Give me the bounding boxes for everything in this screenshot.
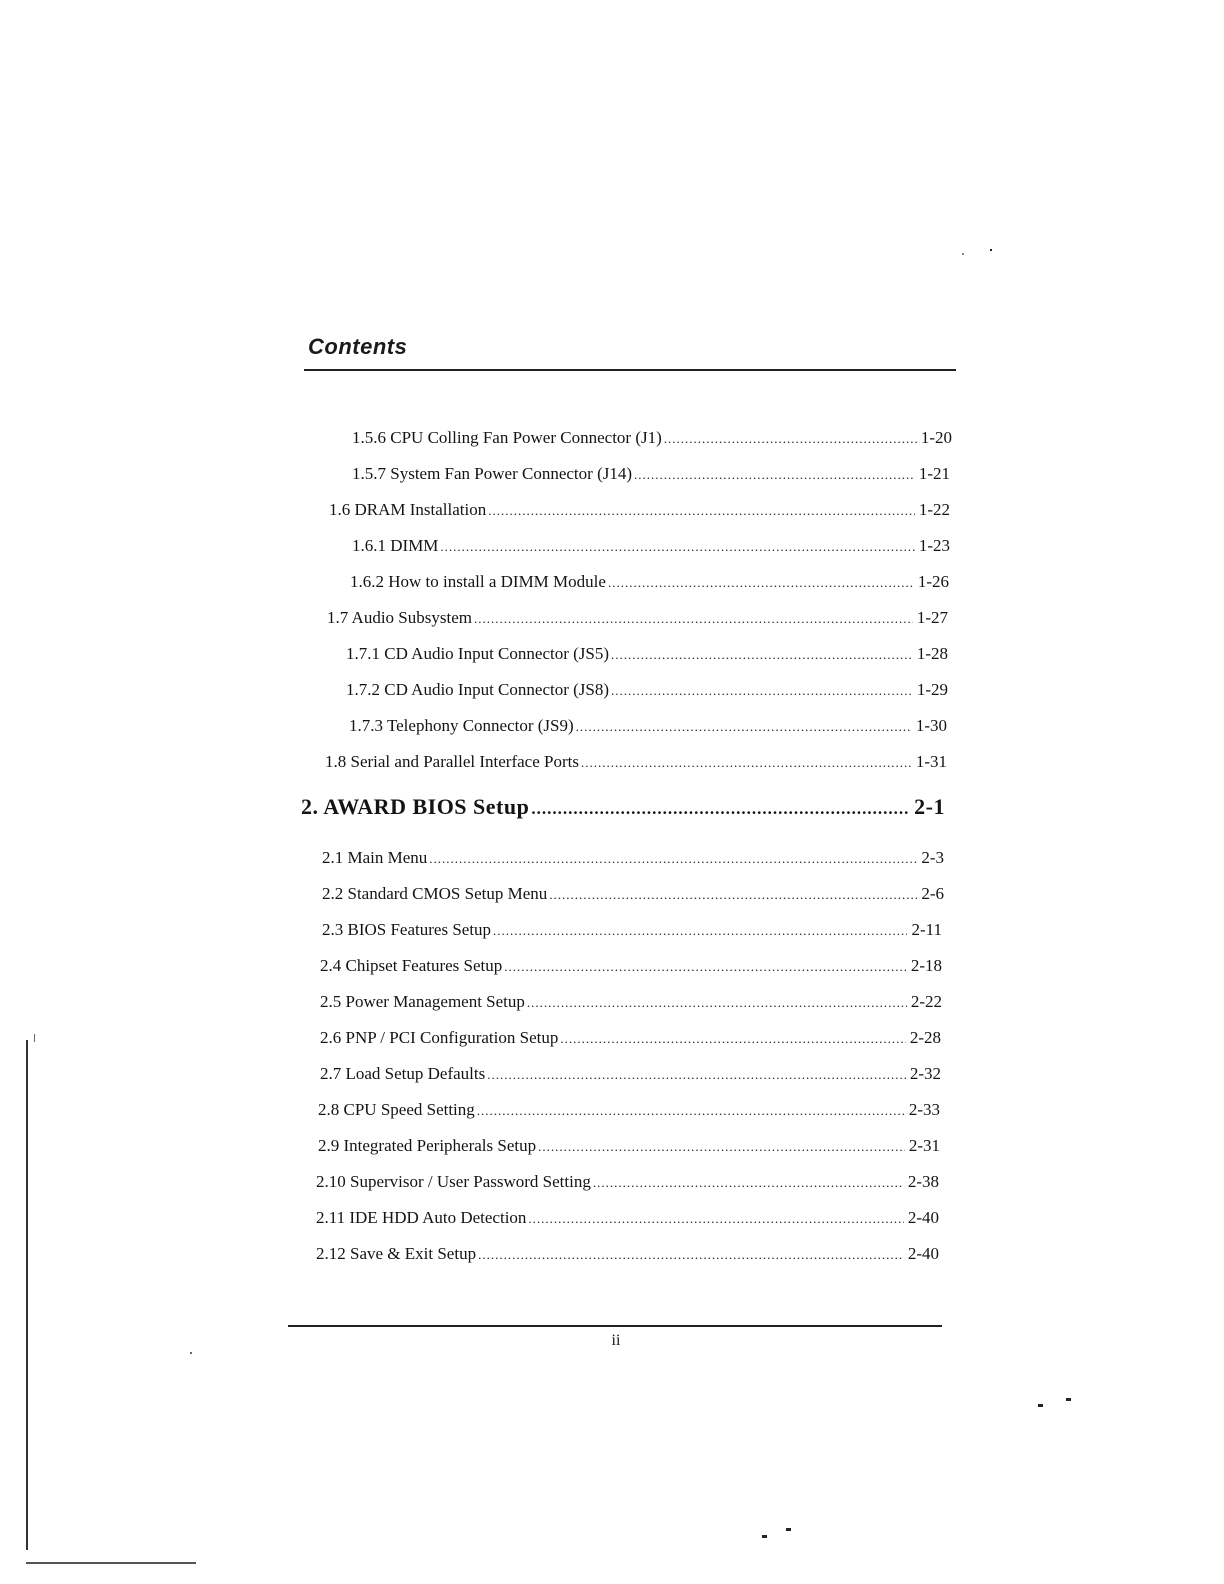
- toc-leader: [576, 719, 912, 735]
- toc-entry-2-8: [318, 1100, 940, 1120]
- toc-page: 2-22: [910, 992, 942, 1011]
- toc-entry-2-4: [320, 956, 942, 976]
- toc-leader: [488, 503, 915, 519]
- toc-entry-2-9: [318, 1136, 940, 1156]
- toc-leader: [487, 1067, 906, 1083]
- toc-entry-1-7-3: [349, 716, 947, 736]
- toc-entry-1-6-1: [352, 536, 950, 556]
- toc-label: 2.6 PNP / PCI Configuration Setup: [320, 1028, 559, 1047]
- scan-speck: [1066, 1398, 1071, 1401]
- toc-label: 2.10 Supervisor / User Password Setting: [316, 1172, 591, 1191]
- toc-page: 2-6: [921, 884, 944, 903]
- toc-leader: [664, 431, 917, 447]
- scan-speck: [34, 1034, 35, 1042]
- footer-page-number: ii: [611, 1332, 621, 1349]
- toc-label: 1.5.7 System Fan Power Connector (J14): [352, 464, 633, 483]
- toc-entry-1-5-6: [352, 428, 952, 448]
- toc-leader: [538, 1139, 905, 1155]
- toc-leader: [593, 1175, 904, 1191]
- toc-page: 1-31: [915, 752, 947, 771]
- toc-entry-2-10: [316, 1172, 939, 1192]
- toc-leader: [608, 575, 914, 591]
- header-rule: [304, 369, 956, 371]
- toc-page: 1-22: [918, 500, 950, 519]
- toc-label: 1.7.1 CD Audio Input Connector (JS5): [346, 644, 610, 663]
- toc-entry-2-3: [322, 920, 942, 940]
- toc-page: 2-3: [921, 848, 944, 867]
- toc-label: 2. AWARD BIOS Setup: [301, 794, 530, 819]
- scan-speck: [762, 1535, 767, 1538]
- toc-page: 2-1: [914, 794, 945, 819]
- toc-entry-2-7: [320, 1064, 941, 1084]
- toc-page: 2-18: [910, 956, 942, 975]
- toc-label: 2.2 Standard CMOS Setup Menu: [322, 884, 548, 903]
- toc-page: 1-30: [915, 716, 947, 735]
- toc-page: 1-20: [920, 428, 952, 447]
- toc-entry-1-6: [329, 500, 950, 520]
- toc-leader: [611, 683, 913, 699]
- toc-label: 2.8 CPU Speed Setting: [318, 1100, 475, 1119]
- toc-page: 2-40: [907, 1208, 939, 1227]
- toc-leader: [477, 1103, 905, 1119]
- toc-page: 2-38: [907, 1172, 939, 1191]
- toc-leader: [429, 851, 917, 867]
- scan-speck: [786, 1528, 791, 1531]
- toc-page: 2-31: [908, 1136, 940, 1155]
- toc-label: 2.9 Integrated Peripherals Setup: [318, 1136, 537, 1155]
- toc-page: 2-11: [911, 920, 942, 939]
- toc-page: 1-21: [918, 464, 950, 483]
- scan-speck: [990, 249, 992, 251]
- toc-entry-2-11: [316, 1208, 939, 1228]
- toc-label: 2.5 Power Management Setup: [320, 992, 525, 1011]
- scan-speck: [962, 253, 964, 255]
- toc-leader: [549, 887, 917, 903]
- toc-page: 2-40: [907, 1244, 939, 1263]
- toc-label: 2.7 Load Setup Defaults: [320, 1064, 486, 1083]
- toc-leader: [634, 467, 915, 483]
- toc-leader: [504, 959, 907, 975]
- scan-speck: [1038, 1404, 1043, 1407]
- toc-label: 2.12 Save & Exit Setup: [316, 1244, 477, 1263]
- toc-label: 1.7.3 Telephony Connector (JS9): [349, 716, 574, 735]
- toc-entry-2-5: [320, 992, 942, 1012]
- toc-page: 1-26: [917, 572, 949, 591]
- toc-label: 2.1 Main Menu: [322, 848, 428, 867]
- footer-rule: [288, 1325, 942, 1327]
- toc-label: 2.11 IDE HDD Auto Detection: [316, 1208, 527, 1227]
- toc-entry-2-1: [322, 848, 944, 868]
- toc-entry-2-2: [322, 884, 944, 904]
- toc-entry-1-5-7: [352, 464, 950, 484]
- page-header-title: Contents: [308, 334, 408, 359]
- toc-leader: [474, 611, 913, 627]
- toc-entry-1-7: [327, 608, 948, 628]
- toc-entry-2-6: [320, 1028, 941, 1048]
- toc-page: 1-29: [916, 680, 948, 699]
- toc-leader: [440, 539, 914, 555]
- toc-label: 1.7.2 CD Audio Input Connector (JS8): [346, 680, 610, 699]
- toc-label: 2.3 BIOS Features Setup: [322, 920, 492, 939]
- toc-label: 1.6.1 DIMM: [352, 536, 439, 555]
- toc-entry-1-7-1: [346, 644, 948, 664]
- toc-page: 1-27: [916, 608, 948, 627]
- toc-entry-2-12: [316, 1244, 939, 1264]
- toc-label: 1.5.6 CPU Colling Fan Power Connector (J1): [352, 428, 662, 447]
- toc-page: 1-28: [916, 644, 948, 663]
- toc-leader: [493, 923, 907, 939]
- toc-leader: [531, 799, 910, 819]
- toc-entry-1-6-2: [350, 572, 949, 592]
- scan-left-edge-line: [26, 1040, 28, 1550]
- toc-label: 1.8 Serial and Parallel Interface Ports: [325, 752, 579, 771]
- toc-page: 1-23: [918, 536, 950, 555]
- toc-leader: [581, 755, 912, 771]
- toc-label: 2.4 Chipset Features Setup: [320, 956, 503, 975]
- toc-leader: [527, 995, 907, 1011]
- toc-chapter-2: [301, 794, 945, 820]
- toc-leader: [528, 1211, 903, 1227]
- toc-label: 1.7 Audio Subsystem: [327, 608, 472, 627]
- scan-speck: [190, 1352, 192, 1354]
- scan-bottom-edge-line: [26, 1562, 196, 1564]
- toc-leader: [560, 1031, 905, 1047]
- toc-entry-1-8: [325, 752, 947, 772]
- toc-entry-1-7-2: [346, 680, 948, 700]
- toc-page: 2-33: [908, 1100, 940, 1119]
- toc-label: 1.6 DRAM Installation: [329, 500, 487, 519]
- toc-leader: [478, 1247, 904, 1263]
- toc-page: 2-32: [909, 1064, 941, 1083]
- toc-page: 2-28: [909, 1028, 941, 1047]
- toc-label: 1.6.2 How to install a DIMM Module: [350, 572, 606, 591]
- toc-leader: [611, 647, 913, 663]
